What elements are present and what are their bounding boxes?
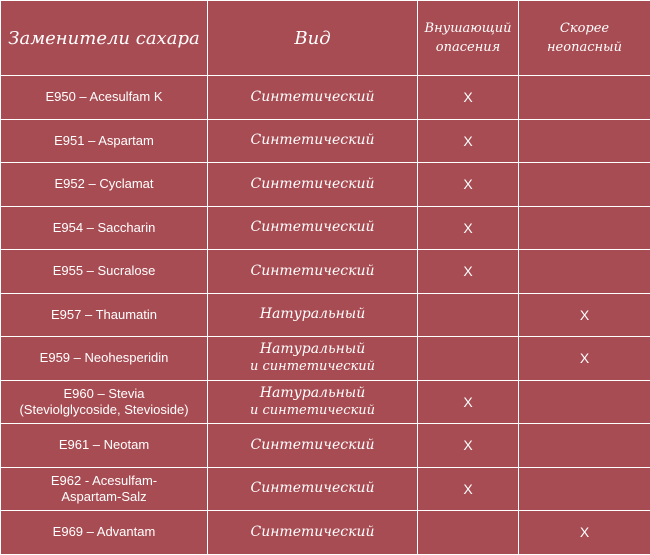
safe-mark [519, 380, 650, 424]
additive-code: E960 – Stevia [5, 386, 203, 402]
sweetener-type-extra: и синтетический [212, 358, 413, 375]
additive-code-extra: Aspartam-Salz [5, 489, 203, 505]
additive-code: E957 – Thaumatin [5, 307, 203, 323]
table-row [1, 380, 650, 424]
sweetener-type-cell [208, 293, 418, 337]
sweetener-type: Натуральный [212, 306, 413, 323]
safe-mark [519, 119, 650, 163]
sweetener-type: Синтетический [212, 263, 413, 280]
table-body [1, 76, 650, 555]
header-safe-line1: Скорее [523, 19, 646, 38]
sweetener-type: Синтетический [212, 524, 413, 541]
safe-mark: X [519, 511, 650, 555]
table-row [1, 467, 650, 511]
sweetener-type-cell [208, 511, 418, 555]
concerning-mark: X [418, 163, 519, 207]
additive-code: E951 – Aspartam [5, 133, 203, 149]
concerning-mark [418, 337, 519, 381]
sweetener-type: Натуральный [212, 341, 413, 358]
additive-code-cell [1, 467, 208, 511]
safe-mark: X [519, 293, 650, 337]
table-row [1, 293, 650, 337]
concerning-mark: X [418, 424, 519, 468]
additive-code-cell [1, 163, 208, 207]
additive-code-extra: (Steviolglycoside, Stevioside) [5, 402, 203, 418]
additive-code: E962 - Acesulfam- [5, 473, 203, 489]
header-safe [519, 1, 650, 76]
sweetener-type-cell [208, 337, 418, 381]
sweetener-type-extra: и синтетический [212, 402, 413, 419]
table-row [1, 206, 650, 250]
safe-mark [519, 206, 650, 250]
table-row [1, 76, 650, 120]
additive-code-cell [1, 424, 208, 468]
safe-mark [519, 163, 650, 207]
concerning-mark: X [418, 250, 519, 294]
additive-code-cell [1, 76, 208, 120]
sweetener-type-cell [208, 119, 418, 163]
header-concerning-line2: опасения [422, 38, 514, 57]
sweetener-type-cell [208, 206, 418, 250]
additive-code: E959 – Neohesperidin [5, 350, 203, 366]
safe-mark [519, 467, 650, 511]
sweetener-type-cell [208, 424, 418, 468]
sweetener-type-cell [208, 380, 418, 424]
concerning-mark: X [418, 380, 519, 424]
table-row [1, 424, 650, 468]
additive-code: E952 – Cyclamat [5, 176, 203, 192]
concerning-mark: X [418, 206, 519, 250]
sweetener-type-cell [208, 250, 418, 294]
sweetener-type: Синтетический [212, 132, 413, 149]
additive-code-cell [1, 380, 208, 424]
header-type: Вид [208, 1, 418, 76]
header-concerning [418, 1, 519, 76]
concerning-mark [418, 293, 519, 337]
sweetener-type: Натуральный [212, 385, 413, 402]
sweetener-type-cell [208, 76, 418, 120]
header-row [1, 1, 650, 76]
additive-code: E969 – Advantam [5, 524, 203, 540]
header-safe-line2: неопасный [523, 38, 646, 57]
concerning-mark: X [418, 119, 519, 163]
safe-mark [519, 250, 650, 294]
table-row [1, 163, 650, 207]
additive-code: E961 – Neotam [5, 437, 203, 453]
sweetener-type-cell [208, 467, 418, 511]
additive-code: E955 – Sucralose [5, 263, 203, 279]
safe-mark [519, 76, 650, 120]
additive-code: E950 – Acesulfam K [5, 89, 203, 105]
concerning-mark [418, 511, 519, 555]
additive-code: E954 – Saccharin [5, 220, 203, 236]
table-row [1, 511, 650, 555]
header-concerning-line1: Внушающий [422, 19, 514, 38]
sweetener-type-cell [208, 163, 418, 207]
sweetener-type: Синтетический [212, 437, 413, 454]
additive-code-cell [1, 293, 208, 337]
safe-mark: X [519, 337, 650, 381]
header-sweeteners: Заменители сахара [1, 1, 208, 76]
table-row [1, 250, 650, 294]
concerning-mark: X [418, 467, 519, 511]
concerning-mark: X [418, 76, 519, 120]
safe-mark [519, 424, 650, 468]
additive-code-cell [1, 337, 208, 381]
additive-code-cell [1, 250, 208, 294]
additive-code-cell [1, 206, 208, 250]
table-row [1, 119, 650, 163]
sweetener-type: Синтетический [212, 480, 413, 497]
additive-code-cell [1, 119, 208, 163]
table-row [1, 337, 650, 381]
additive-code-cell [1, 511, 208, 555]
sweetener-type: Синтетический [212, 176, 413, 193]
sweetener-type: Синтетический [212, 219, 413, 236]
sweetener-type: Синтетический [212, 89, 413, 106]
